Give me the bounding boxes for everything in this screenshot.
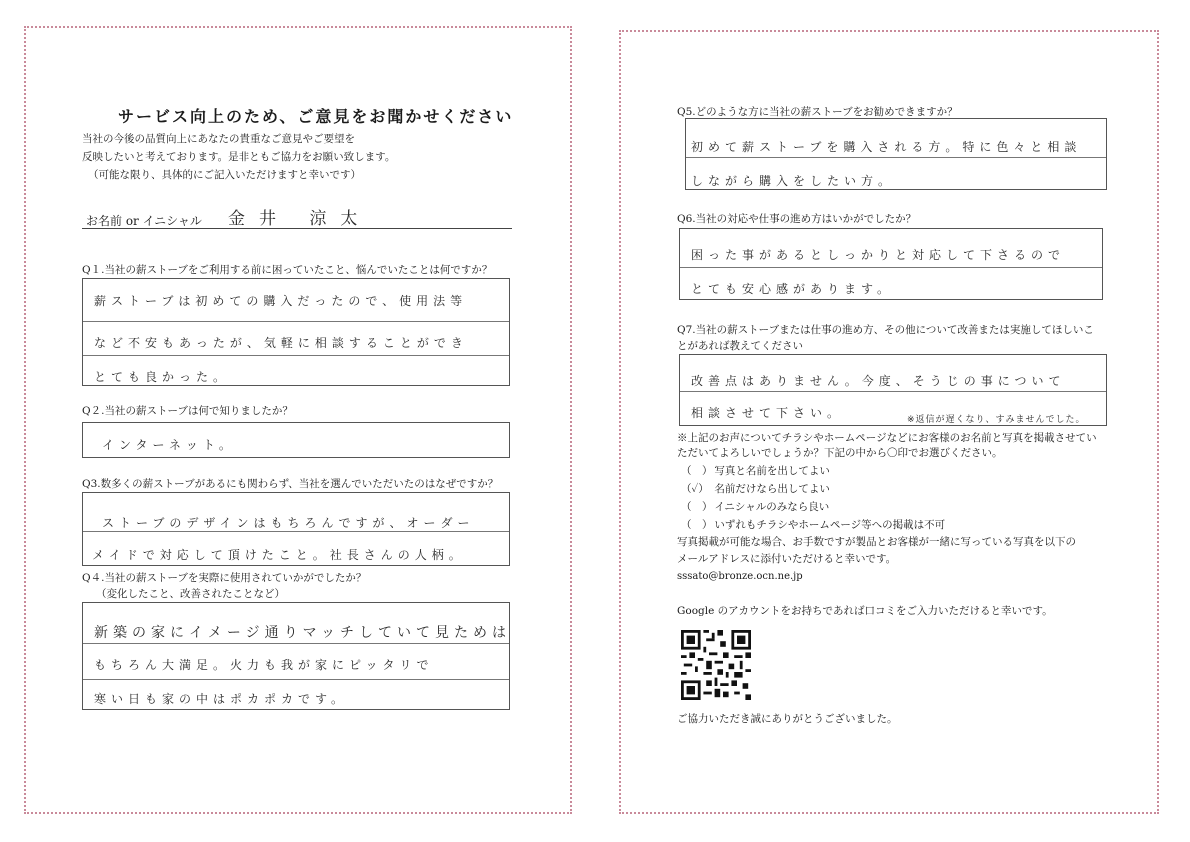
name-label: お名前 or イニシャル: [86, 214, 202, 228]
option-mark: （ ）: [681, 501, 713, 513]
option-none[interactable]: [681, 517, 945, 532]
ruled-line: [680, 391, 1106, 392]
answer-3-line-1: ストーブのデザインはもちろんですが、オーダー: [102, 516, 475, 530]
option-label: 名前だけなら出してよい: [714, 483, 830, 495]
answer-1-line-3: とても良かった。: [94, 370, 231, 384]
google-review-note: Google のアカウントをお持ちであれば口コミをご入力いただけると幸いです。: [677, 605, 1053, 617]
survey-title: サービス向上のため、ご意見をお聞かせください: [118, 107, 514, 126]
option-initials-only[interactable]: [681, 499, 829, 514]
question-4: Q４.当社の薪ストーブを実際に使用されていかがでしたか？: [82, 572, 367, 584]
answer-3-line-2: メイドで対応して頂けたこと。社長さんの人柄。: [92, 548, 466, 562]
email-address[interactable]: sssato@bronze.ocn.ne.jp: [677, 571, 803, 582]
answer-6-line-1: 困った事があるとしっかりと対応して下さるので: [691, 248, 1066, 262]
answer-4-line-1: 新築の家にイメージ通りマッチしていて見ためは: [94, 625, 512, 641]
option-mark: （ ）: [681, 465, 713, 477]
question-3: Q3.数多くの薪ストーブがあるにも関わらず、当社を選んでいただいたのはなぜですか？: [82, 478, 499, 490]
option-name-only[interactable]: [681, 481, 830, 496]
answer-1-line-1: 薪ストーブは初めての購入だったので、使用法等: [94, 294, 468, 308]
intro-line-3: （可能な限り、具体的にご記入いただけますと幸いです）: [88, 169, 361, 181]
answer-7-note: ※返信が遅くなり、すみませんでした。: [907, 415, 1086, 425]
intro-line-1: 当社の今後の品質向上にあなたの貴重なご意見やご要望を: [82, 133, 355, 145]
ruled-line: [83, 679, 509, 680]
photo-request-line-2: メールアドレスに添付いただけると幸いです。: [677, 553, 897, 565]
question-2: Q２.当社の薪ストーブは何で知りましたか？: [82, 405, 293, 417]
ruled-line: [686, 157, 1106, 158]
consent-line-1: ※上記のお声についてチラシやホームページなどにお客様のお名前と写真を掲載させてい: [677, 432, 1097, 444]
option-label: いずれもチラシやホームページ等への掲載は不可: [714, 519, 946, 531]
answer-4-line-3: 寒い日も家の中はポカポカです。: [94, 692, 349, 706]
ruled-line: [83, 355, 509, 356]
answer-7-line-1: 改善点はありません。今度、そうじの事について: [691, 374, 1066, 388]
qr-code-icon[interactable]: [681, 630, 751, 700]
question-6: Q6.当社の対応や仕事の進め方はいかがでしたか？: [677, 213, 917, 225]
ruled-line: [83, 643, 509, 644]
photo-request-line-1: 写真掲載が可能な場合、お手数ですが製品とお客様が一緒に写っている写真を以下の: [677, 536, 1076, 548]
survey-page-right: [595, 0, 1190, 842]
answer-7-line-2: 相談させて下さい。: [691, 406, 845, 420]
answer-1-line-2: など不安もあったが、気軽に相談することができ: [94, 336, 468, 350]
question-5: Q5.どのような方に当社の薪ストーブをお勧めできますか？: [677, 106, 958, 118]
option-mark: （ ）: [681, 519, 713, 531]
answer-5-line-1: 初めて薪ストーブを購入される方。特に色々と相談: [691, 140, 1082, 154]
answer-5-line-2: しながら購入をしたい方。: [691, 174, 896, 188]
question-7-line-2: とがあれば教えてください: [677, 340, 803, 352]
answer-2: インターネット。: [102, 438, 236, 452]
question-7-line-1: Q7.当社の薪ストーブまたは仕事の進め方、その他について改善または実施してほしいこ: [677, 324, 1094, 336]
thank-you-message: ご協力いただき誠にありがとうございました。: [677, 713, 898, 725]
option-label: イニシャルのみなら良い: [714, 501, 830, 513]
answer-4-line-2: もちろん大満足。火力も我が家にピッタリで: [94, 658, 434, 672]
answer-6-line-2: とても安心感があります。: [691, 282, 895, 296]
question-1: Q１.当社の薪ストーブをご利用する前に困っていたこと、悩んでいたことは何ですか？: [82, 264, 493, 276]
question-4-sub: （変化したこと、改善されたことなど）: [96, 588, 285, 600]
intro-line-2: 反映したいと考えております。是非ともご協力をお願い致します。: [82, 151, 396, 163]
name-value: 金井 涼太: [228, 209, 372, 229]
option-label: 写真と名前を出してよい: [714, 465, 830, 477]
ruled-line: [83, 321, 509, 322]
option-mark-checked: （✓）: [681, 483, 709, 495]
ruled-line: [680, 267, 1102, 268]
option-photo-and-name[interactable]: [681, 463, 830, 478]
ruled-line: [83, 531, 509, 532]
consent-line-2: ただいてよろしいでしょうか？下記の中から〇印でお選びください。: [677, 447, 1003, 459]
